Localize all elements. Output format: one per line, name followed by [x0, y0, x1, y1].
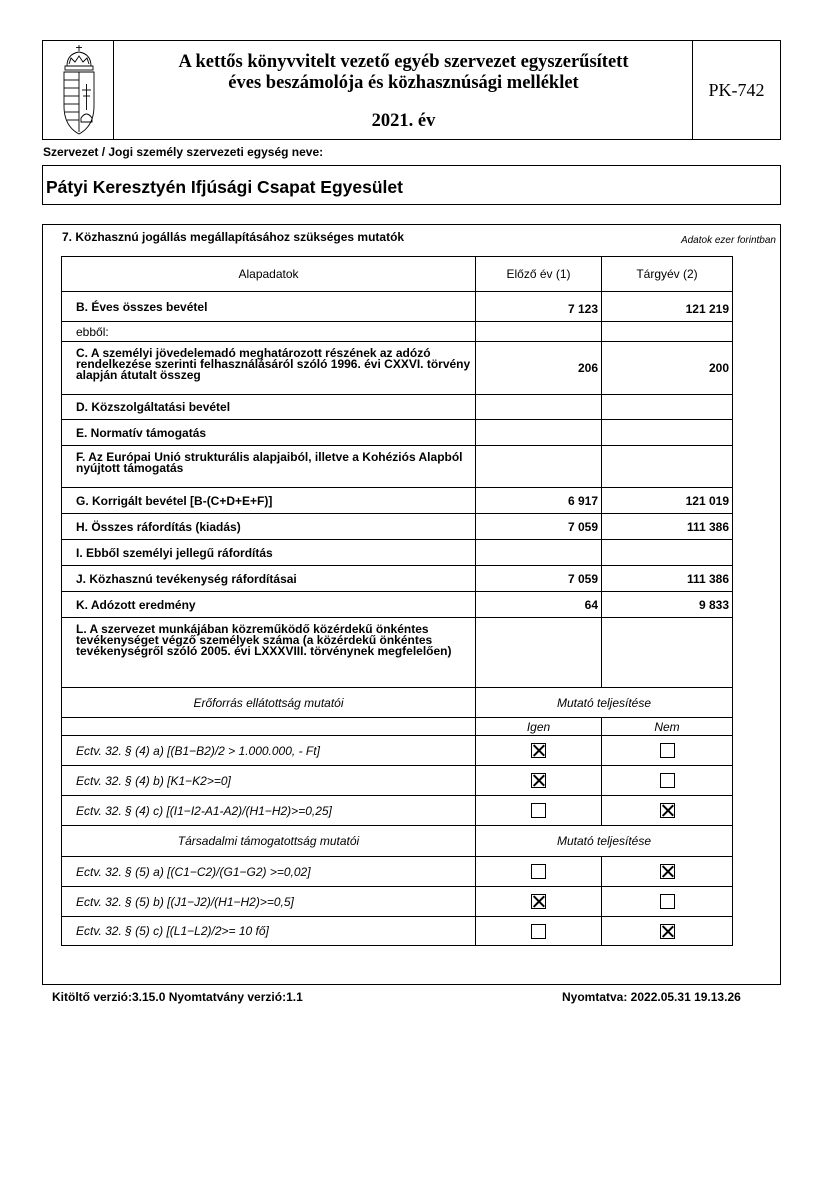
row-label-e: E. Normatív támogatás — [62, 420, 476, 446]
resource-indicator-a: Ectv. 32. § (4) a) [(B1−B2)/2 > 1.000.000, - Ft] — [62, 736, 476, 766]
value-h-prev: 7 059 — [476, 514, 602, 540]
table-row — [62, 292, 733, 322]
value-e-prev — [476, 420, 602, 446]
row-label-l: L. A szervezet munkájában közreműködő közérdekű önkéntes tevékenységet végző személyek száma (a közérdekű önkéntes tevékenységről szóló 2005. évi LXXXVIII. törvénynek megfelelően) — [62, 618, 476, 688]
value-g-curr: 121 019 — [602, 488, 733, 514]
resource-header-row — [62, 688, 733, 718]
social-indicator-b: Ectv. 32. § (5) b) [(J1−J2)/(H1−H2)>=0,5] — [62, 887, 476, 917]
table-row — [62, 887, 733, 917]
resource-result-header: Mutató teljesítése — [476, 688, 733, 718]
title-line-1: A kettős könyvvitelt vezető egyéb szervezet egyszerűsített — [178, 52, 629, 72]
resource-indicator-b: Ectv. 32. § (4) b) [K1−K2>=0] — [62, 766, 476, 796]
unit-note: Adatok ezer forintban — [680, 235, 776, 246]
checkbox-social-c-no[interactable] — [660, 924, 675, 939]
table-row — [62, 322, 733, 342]
social-result-header: Mutató teljesítése — [476, 826, 733, 857]
organization-label: Szervezet / Jogi személy szervezeti egység neve: — [43, 145, 324, 159]
value-c-curr: 200 — [602, 342, 733, 395]
indicators-table — [61, 256, 733, 946]
checkbox-resource-a-yes[interactable] — [531, 743, 546, 758]
yes-no-header-row — [62, 718, 733, 736]
table-row — [62, 766, 733, 796]
table-row — [62, 446, 733, 488]
table-row — [62, 917, 733, 946]
organization-name: Pátyi Keresztyén Ifjúsági Csapat Egyesület — [46, 177, 403, 197]
value-i-curr — [602, 540, 733, 566]
value-c-prev: 206 — [476, 342, 602, 395]
form-code: PK-742 — [692, 41, 780, 139]
blank-cell — [62, 718, 476, 736]
checkbox-resource-b-no[interactable] — [660, 773, 675, 788]
row-label-c: C. A személyi jövedelemadó meghatározott részének az adózó rendelkezése szerinti felhasználásáról szóló 1996. évi CXXVI. törvény alapján átutalt összeg — [62, 342, 476, 395]
version-info: Kitöltő verzió:3.15.0 Nyomtatvány verzió:1.1 — [52, 990, 303, 1004]
row-label-h: H. Összes ráfordítás (kiadás) — [62, 514, 476, 540]
table-row — [62, 488, 733, 514]
value-d-prev — [476, 395, 602, 420]
checkbox-resource-b-yes[interactable] — [531, 773, 546, 788]
checkbox-resource-c-no[interactable] — [660, 803, 675, 818]
form-title — [115, 41, 692, 139]
value-k-curr: 9 833 — [602, 592, 733, 618]
value-j-curr: 111 386 — [602, 566, 733, 592]
value-thereof-curr — [602, 322, 733, 342]
yes-header: Igen — [476, 718, 602, 736]
table-row — [62, 618, 733, 688]
checkbox-social-a-yes[interactable] — [531, 864, 546, 879]
logo-cell — [43, 41, 114, 139]
value-l-curr — [602, 618, 733, 688]
table-row — [62, 592, 733, 618]
social-indicator-a: Ectv. 32. § (5) a) [(C1−C2)/(G1−G2) >=0,02] — [62, 857, 476, 887]
value-h-curr: 111 386 — [602, 514, 733, 540]
table-row — [62, 566, 733, 592]
resource-indicators-header: Erőforrás ellátottság mutatói — [62, 688, 476, 718]
row-label-i: I. Ebből személyi jellegű ráfordítás — [62, 540, 476, 566]
value-k-prev: 64 — [476, 592, 602, 618]
section-title: 7. Közhasznú jogállás megállapításához szükséges mutatók — [62, 230, 405, 244]
checkbox-social-b-yes[interactable] — [531, 894, 546, 909]
table-row — [62, 342, 733, 395]
value-d-curr — [602, 395, 733, 420]
table-row — [62, 514, 733, 540]
social-indicator-c: Ectv. 32. § (5) c) [(L1−L2)/2>= 10 fő] — [62, 917, 476, 946]
col-header-prev: Előző év (1) — [476, 257, 602, 292]
table-header-row — [62, 257, 733, 292]
row-label-b: B. Éves összes bevétel — [62, 292, 476, 322]
checkbox-social-a-no[interactable] — [660, 864, 675, 879]
hungarian-coat-of-arms-icon — [61, 44, 97, 136]
row-label-j: J. Közhasznú tevékenység ráfordításai — [62, 566, 476, 592]
social-header-row — [62, 826, 733, 857]
table-row — [62, 857, 733, 887]
organization-name-field — [42, 165, 781, 205]
checkbox-social-b-no[interactable] — [660, 894, 675, 909]
resource-indicator-c: Ectv. 32. § (4) c) [(I1−I2-A1-A2)/(H1−H2)>=0,25] — [62, 796, 476, 826]
value-thereof-prev — [476, 322, 602, 342]
value-e-curr — [602, 420, 733, 446]
social-indicators-header: Társadalmi támogatottság mutatói — [62, 826, 476, 857]
report-year: 2021. év — [371, 111, 436, 131]
table-row — [62, 540, 733, 566]
checkbox-resource-c-yes[interactable] — [531, 803, 546, 818]
value-j-prev: 7 059 — [476, 566, 602, 592]
checkbox-social-c-yes[interactable] — [531, 924, 546, 939]
row-label-g: G. Korrigált bevétel [B-(C+D+E+F)] — [62, 488, 476, 514]
table-row — [62, 395, 733, 420]
row-label-f: F. Az Európai Unió strukturális alapjaiból, illetve a Kohéziós Alapból nyújtott támogatás — [62, 446, 476, 488]
value-g-prev: 6 917 — [476, 488, 602, 514]
value-l-prev — [476, 618, 602, 688]
value-b-curr: 121 219 — [602, 292, 733, 322]
table-row — [62, 796, 733, 826]
no-header: Nem — [602, 718, 733, 736]
col-header-basic: Alapadatok — [62, 257, 476, 292]
value-b-prev: 7 123 — [476, 292, 602, 322]
checkbox-resource-a-no[interactable] — [660, 743, 675, 758]
row-label-d: D. Közszolgáltatási bevétel — [62, 395, 476, 420]
form-header — [42, 40, 781, 140]
title-line-2: éves beszámolója és közhasznúsági melléklet — [228, 73, 579, 93]
print-timestamp: Nyomtatva: 2022.05.31 19.13.26 — [562, 990, 741, 1004]
value-f-curr — [602, 446, 733, 488]
value-i-prev — [476, 540, 602, 566]
table-row — [62, 420, 733, 446]
col-header-curr: Tárgyév (2) — [602, 257, 733, 292]
table-row — [62, 736, 733, 766]
value-f-prev — [476, 446, 602, 488]
row-label-thereof: ebből: — [62, 322, 476, 342]
row-label-k: K. Adózott eredmény — [62, 592, 476, 618]
